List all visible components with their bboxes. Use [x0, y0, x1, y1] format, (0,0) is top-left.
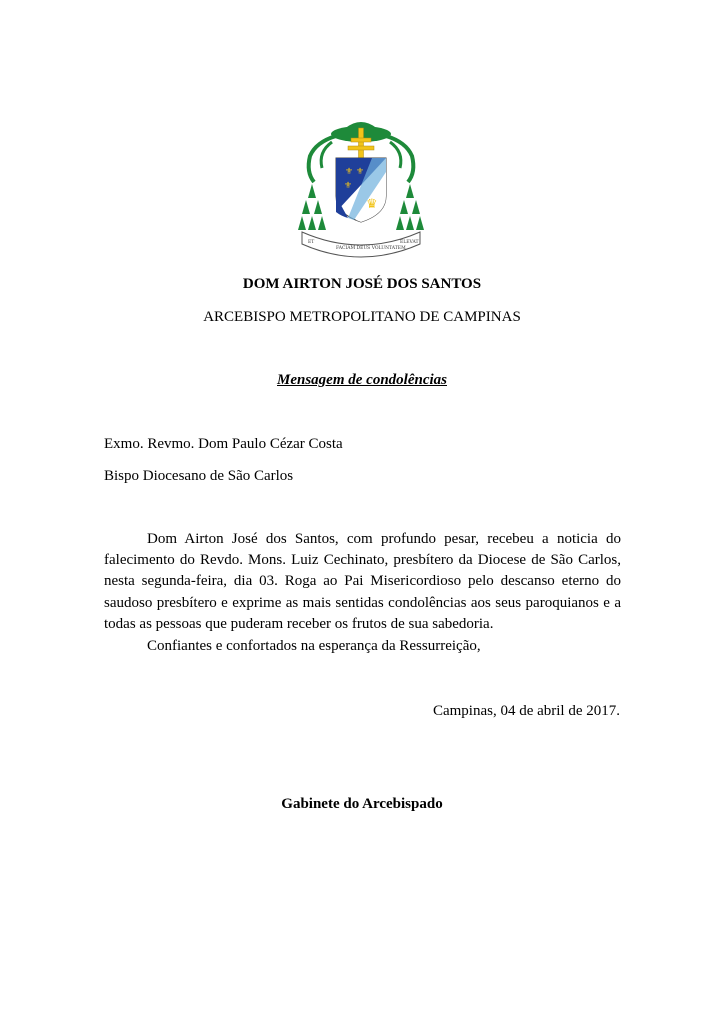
svg-text:FACIAM DEUS VOLUNTATEM: FACIAM DEUS VOLUNTATEM: [336, 246, 406, 251]
svg-text:⚜: ⚜: [345, 167, 354, 177]
document-heading: Mensagem de condolências: [277, 372, 447, 388]
tassels-right: [396, 184, 424, 230]
place-date: Campinas, 04 de abril de 2017.: [432, 703, 620, 719]
shield: [336, 158, 386, 222]
coat-of-arms-image: [296, 112, 426, 264]
author-position: ARCEBISPO METROPOLITANO DE CAMPINAS: [203, 309, 521, 325]
recipient-title: Bispo Diocesano de São Carlos: [104, 468, 294, 484]
body-paragraph: Dom Airton José dos Santos, com profundo pesar, recebeu a noticia do falecimento do Revdo. Mons. Luiz Cechinato, presbítero da Diocese de São Carlos, nesta segunda-feira, dia 03. Roga ao Pai Misericordioso pelo descanso eterno do saudoso presbítero e exprime as mais sentidas condolências aos seus paroquianos e a todas as pessoas que puderam receber os frutos de sua sabedoria.: [104, 531, 621, 632]
svg-text:⚜: ⚜: [356, 167, 365, 177]
svg-text:ET: ET: [308, 240, 315, 245]
closing-line: Confiantes e confortados na esperança da Ressurreição,: [147, 638, 481, 654]
signature: Gabinete do Arcebispado: [281, 796, 443, 812]
tassels-left: [298, 184, 326, 230]
svg-text:♛: ♛: [366, 197, 378, 212]
svg-text:⚜: ⚜: [344, 181, 353, 191]
svg-text:ELEVAT: ELEVAT: [400, 240, 419, 245]
author-name: DOM AIRTON JOSÉ DOS SANTOS: [242, 276, 482, 292]
recipient-name: Exmo. Revmo. Dom Paulo Cézar Costa: [104, 436, 343, 452]
motto-scroll: [302, 232, 420, 257]
